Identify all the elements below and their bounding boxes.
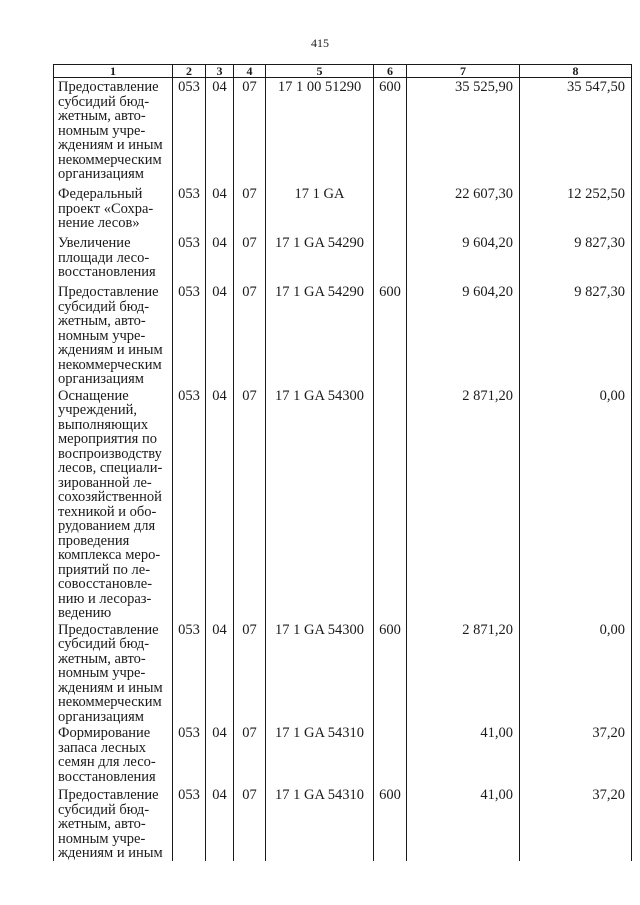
ministry-code-cell: 053 bbox=[173, 185, 206, 234]
amount-year-2-cell: 0,00 bbox=[520, 621, 632, 725]
amount-year-1-cell: 9 604,20 bbox=[407, 234, 520, 283]
amount-year-2-cell: 35 547,50 bbox=[520, 78, 632, 186]
table-row bbox=[54, 621, 632, 725]
row-name-cell: Федеральный проект «Сохра-нение лесов» bbox=[54, 185, 173, 234]
column-header: 4 bbox=[234, 65, 266, 78]
amount-year-2-cell: 0,00 bbox=[520, 387, 632, 621]
ministry-code-cell: 053 bbox=[173, 234, 206, 283]
section-code-cell: 04 bbox=[206, 786, 234, 861]
amount-year-2-cell: 9 827,30 bbox=[520, 234, 632, 283]
table-row bbox=[54, 724, 632, 786]
target-article-cell: 17 1 GA bbox=[266, 185, 374, 234]
amount-year-2-cell: 37,20 bbox=[520, 724, 632, 786]
ministry-code-cell: 053 bbox=[173, 724, 206, 786]
ministry-code-cell: 053 bbox=[173, 78, 206, 186]
ministry-code-cell: 053 bbox=[173, 786, 206, 861]
table-row bbox=[54, 78, 632, 186]
section-code-cell: 04 bbox=[206, 283, 234, 387]
column-header: 7 bbox=[407, 65, 520, 78]
expense-type-cell bbox=[374, 185, 407, 234]
amount-year-2-cell: 9 827,30 bbox=[520, 283, 632, 387]
column-header: 8 bbox=[520, 65, 632, 78]
section-code-cell: 04 bbox=[206, 387, 234, 621]
row-name-cell: Оснащение учреждений, выполняющих мероприятия по воспроизводству лесов, специали-зированной ле-сохозяйственной техникой и обо-рудованием для проведения комплекса меро-приятий по ле-совосстановле-нию и лесораз-ведению bbox=[54, 387, 173, 621]
row-name-cell: Предоставление субсидий бюд-жетным, авто-номным учре-ждениям и иным некоммерческим организациям bbox=[54, 621, 173, 725]
table-row bbox=[54, 283, 632, 387]
row-name-cell: Предоставление субсидий бюд-жетным, авто-номным учре-ждениям и иным bbox=[54, 786, 173, 861]
target-article-cell: 17 1 GA 54300 bbox=[266, 621, 374, 725]
row-name-cell: Увеличение площади лесо-восстановления bbox=[54, 234, 173, 283]
expense-type-cell: 600 bbox=[374, 621, 407, 725]
row-name-cell: Предоставление субсидий бюд-жетным, авто-номным учре-ждениям и иным некоммерческим организациям bbox=[54, 78, 173, 186]
section-code-cell: 04 bbox=[206, 621, 234, 725]
target-article-cell: 17 1 GA 54290 bbox=[266, 283, 374, 387]
table-row bbox=[54, 185, 632, 234]
expense-type-cell: 600 bbox=[374, 283, 407, 387]
subsection-code-cell: 07 bbox=[234, 724, 266, 786]
ministry-code-cell: 053 bbox=[173, 283, 206, 387]
amount-year-1-cell: 22 607,30 bbox=[407, 185, 520, 234]
amount-year-1-cell: 35 525,90 bbox=[407, 78, 520, 186]
section-code-cell: 04 bbox=[206, 185, 234, 234]
target-article-cell: 17 1 GA 54310 bbox=[266, 724, 374, 786]
ministry-code-cell: 053 bbox=[173, 621, 206, 725]
table-row bbox=[54, 786, 632, 861]
expense-type-cell bbox=[374, 234, 407, 283]
column-header: 5 bbox=[266, 65, 374, 78]
row-name-cell: Формирование запаса лесных семян для лесо-восстановления bbox=[54, 724, 173, 786]
target-article-cell: 17 1 00 51290 bbox=[266, 78, 374, 186]
amount-year-1-cell: 9 604,20 bbox=[407, 283, 520, 387]
page-number: 415 bbox=[311, 36, 329, 50]
subsection-code-cell: 07 bbox=[234, 387, 266, 621]
amount-year-2-cell: 37,20 bbox=[520, 786, 632, 861]
amount-year-1-cell: 41,00 bbox=[407, 786, 520, 861]
column-header: 3 bbox=[206, 65, 234, 78]
amount-year-1-cell: 2 871,20 bbox=[407, 621, 520, 725]
target-article-cell: 17 1 GA 54310 bbox=[266, 786, 374, 861]
subsection-code-cell: 07 bbox=[234, 78, 266, 186]
ministry-code-cell: 053 bbox=[173, 387, 206, 621]
row-name-cell: Предоставление субсидий бюд-жетным, авто-номным учре-ждениям и иным некоммерческим организациям bbox=[54, 283, 173, 387]
target-article-cell: 17 1 GA 54290 bbox=[266, 234, 374, 283]
section-code-cell: 04 bbox=[206, 78, 234, 186]
subsection-code-cell: 07 bbox=[234, 283, 266, 387]
subsection-code-cell: 07 bbox=[234, 234, 266, 283]
expense-type-cell bbox=[374, 387, 407, 621]
amount-year-2-cell: 12 252,50 bbox=[520, 185, 632, 234]
amount-year-1-cell: 2 871,20 bbox=[407, 387, 520, 621]
table-row bbox=[54, 234, 632, 283]
expense-type-cell: 600 bbox=[374, 786, 407, 861]
target-article-cell: 17 1 GA 54300 bbox=[266, 387, 374, 621]
column-header: 1 bbox=[54, 65, 173, 78]
expense-type-cell: 600 bbox=[374, 78, 407, 186]
subsection-code-cell: 07 bbox=[234, 621, 266, 725]
column-header: 6 bbox=[374, 65, 407, 78]
table-header-row bbox=[54, 65, 632, 78]
section-code-cell: 04 bbox=[206, 234, 234, 283]
subsection-code-cell: 07 bbox=[234, 185, 266, 234]
expense-type-cell bbox=[374, 724, 407, 786]
column-header: 2 bbox=[173, 65, 206, 78]
table-row bbox=[54, 387, 632, 621]
budget-table bbox=[53, 64, 632, 861]
amount-year-1-cell: 41,00 bbox=[407, 724, 520, 786]
section-code-cell: 04 bbox=[206, 724, 234, 786]
subsection-code-cell: 07 bbox=[234, 786, 266, 861]
